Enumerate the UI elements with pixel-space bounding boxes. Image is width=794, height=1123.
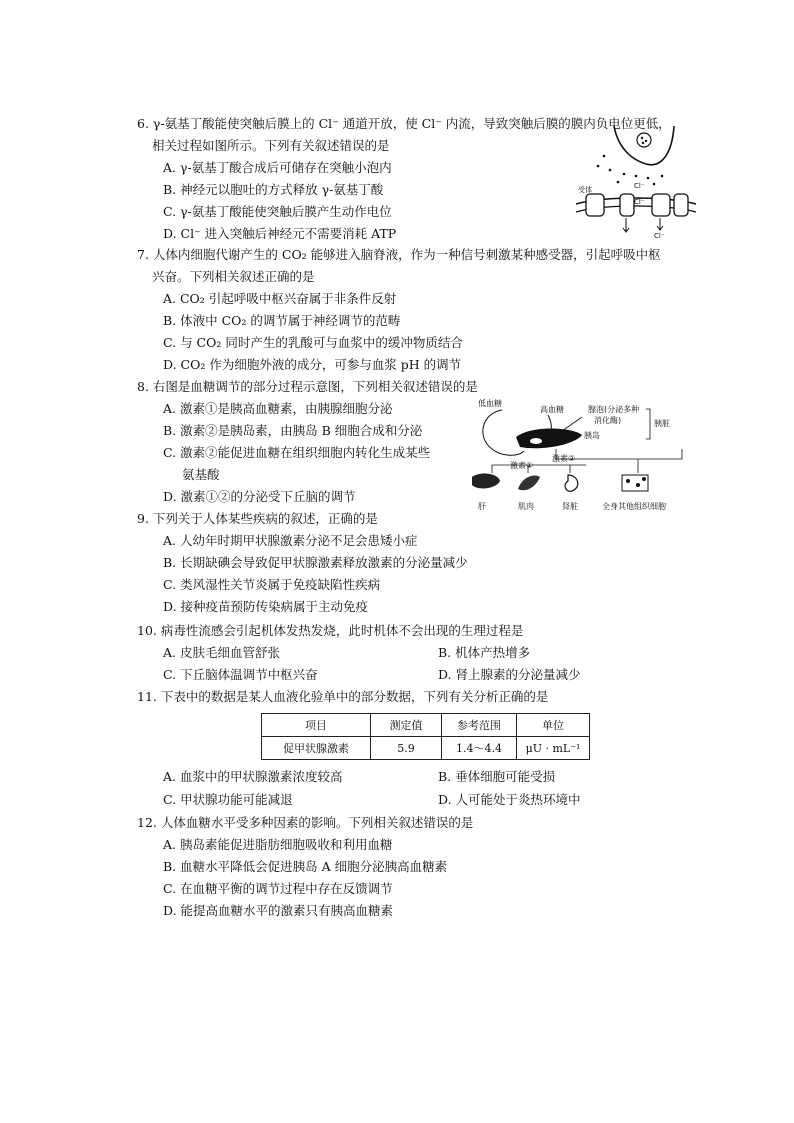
q9-option-a: A. 人幼年时期甲状腺激素分泌不足会患矮小症 — [163, 533, 418, 548]
q6-stem-line2: 相关过程如图所示。下列有关叙述错误的是 — [152, 138, 390, 153]
q6-option-d: D. Cl⁻ 进入突触后神经元不需要消耗 ATP — [163, 226, 397, 241]
q6-option-c: C. γ-氨基丁酸能使突触后膜产生动作电位 — [163, 204, 392, 219]
q8-stem: 8. 右图是血糖调节的部分过程示意图，下列相关叙述错误的是 — [137, 379, 478, 394]
fig-liver-label: 肝 — [478, 502, 486, 511]
q7-stem-line2: 兴奋。下列相关叙述正确的是 — [152, 269, 315, 284]
q11-option-d: D. 人可能处于炎热环境中 — [438, 792, 581, 807]
synapse-cl-label-2: Cl⁻ — [634, 198, 645, 206]
fig-acinus-label-2: 消化酶) — [594, 416, 622, 425]
table-cell: 1.4～4.4 — [442, 737, 517, 760]
q7-option-a: A. CO₂ 引起呼吸中枢兴奋属于非条件反射 — [163, 291, 397, 306]
q8-option-b: B. 激素②是胰岛素，由胰岛 B 细胞合成和分泌 — [163, 423, 423, 438]
table-header-cell: 项目 — [262, 714, 371, 737]
q7-stem-line1: 7. 人体内细胞代谢产生的 CO₂ 能够进入脑脊液，作为一种信号刺激某种感受器，引起呼吸中枢 — [137, 247, 661, 262]
q7-option-d: D. CO₂ 作为细胞外液的成分，可参与血浆 pH 的调节 — [163, 357, 462, 372]
fig-kidney-label: 肾脏 — [562, 502, 578, 511]
q10-option-a: A. 皮肤毛细血管舒张 — [163, 645, 280, 660]
q12-stem: 12. 人体血糖水平受多种因素的影响。下列相关叙述错误的是 — [137, 815, 474, 830]
fig-muscle-label: 肌肉 — [518, 502, 534, 511]
q7-option-b: B. 体液中 CO₂ 的调节属于神经调节的范畴 — [163, 313, 401, 328]
table-cell: 促甲状腺激素 — [262, 737, 371, 760]
q9-option-b: B. 长期缺碘会导致促甲状腺激素释放激素的分泌量减少 — [163, 555, 468, 570]
blood-glucose-figure — [462, 397, 694, 515]
table-header-row — [262, 714, 590, 737]
synapse-figure — [574, 126, 698, 244]
q6-stem-line1: 6. γ-氨基丁酸能使突触后膜上的 Cl⁻ 通道开放，使 Cl⁻ 内流，导致突触后膜的膜内负电位更低， — [137, 116, 671, 131]
table-header-cell: 单位 — [517, 714, 590, 737]
q12-option-a: A. 胰岛素能促进脂肪细胞吸收和利用血糖 — [163, 837, 393, 852]
q7-option-c: C. 与 CO₂ 同时产生的乳酸可与血浆中的缓冲物质结合 — [163, 335, 463, 350]
q8-option-c-line2: 氨基酸 — [182, 467, 220, 482]
synapse-receptor-label: 受体 — [578, 186, 592, 194]
q11-option-a: A. 血浆中的甲状腺激素浓度较高 — [163, 769, 343, 784]
q8-option-a: A. 激素①是胰高血糖素，由胰腺细胞分泌 — [163, 401, 393, 416]
fig-islet-label: 胰岛 — [584, 431, 600, 440]
synapse-cl-label-3: Cl⁻ — [654, 232, 665, 240]
q10-stem: 10. 病毒性流感会引起机体发热发烧，此时机体不会出现的生理过程是 — [137, 623, 524, 638]
fig-low-glucose-label: 低血糖 — [478, 399, 502, 408]
q10-option-d: D. 肾上腺素的分泌量减少 — [438, 667, 581, 682]
q6-option-b: B. 神经元以胞吐的方式释放 γ-氨基丁酸 — [163, 182, 384, 197]
q11-stem: 11. 下表中的数据是某人血液化验单中的部分数据，下列有关分析正确的是 — [137, 689, 549, 704]
q12-option-d: D. 能提高血糖水平的激素只有胰高血糖素 — [163, 903, 394, 918]
q8-option-d: D. 激素①②的分泌受下丘脑的调节 — [163, 489, 356, 504]
fig-acinus-label-1: 腺泡(分泌多种 — [588, 405, 640, 414]
fig-hormone1-label: 激素① — [510, 461, 534, 470]
table-cell: μU · mL⁻¹ — [517, 737, 590, 760]
q6-option-a: A. γ-氨基丁酸合成后可储存在突触小泡内 — [163, 160, 392, 175]
q9-stem: 9. 下列关于人体某些疾病的叙述，正确的是 — [137, 511, 378, 526]
q11-option-c: C. 甲状腺功能可能减退 — [163, 792, 293, 807]
fig-high-glucose-label: 高血糖 — [540, 405, 564, 414]
synapse-cl-label-1: Cl⁻ — [634, 182, 645, 190]
q9-option-d: D. 接种疫苗预防传染病属于主动免疫 — [163, 599, 369, 614]
table-cell: 5.9 — [371, 737, 442, 760]
fig-other-cells-label: 全身其他组织细胞 — [602, 502, 666, 511]
table-header-cell: 参考范围 — [442, 714, 517, 737]
q9-option-c: C. 类风湿性关节炎属于免疫缺陷性疾病 — [163, 577, 381, 592]
table-header-cell: 测定值 — [371, 714, 442, 737]
table-row — [262, 737, 590, 760]
q12-option-c: C. 在血糖平衡的调节过程中存在反馈调节 — [163, 881, 393, 896]
q10-option-c: C. 下丘脑体温调节中枢兴奋 — [163, 667, 318, 682]
fig-hormone2-label: 激素② — [552, 454, 576, 463]
q8-option-c-line1: C. 激素②能促进血糖在组织细胞内转化生成某些 — [163, 445, 431, 460]
fig-pancreas-label: 胰脏 — [654, 419, 670, 428]
lab-result-table — [261, 713, 590, 760]
q11-option-b: B. 垂体细胞可能受损 — [438, 769, 556, 784]
q12-option-b: B. 血糖水平降低会促进胰岛 A 细胞分泌胰高血糖素 — [163, 859, 448, 874]
q10-option-b: B. 机体产热增多 — [438, 645, 531, 660]
